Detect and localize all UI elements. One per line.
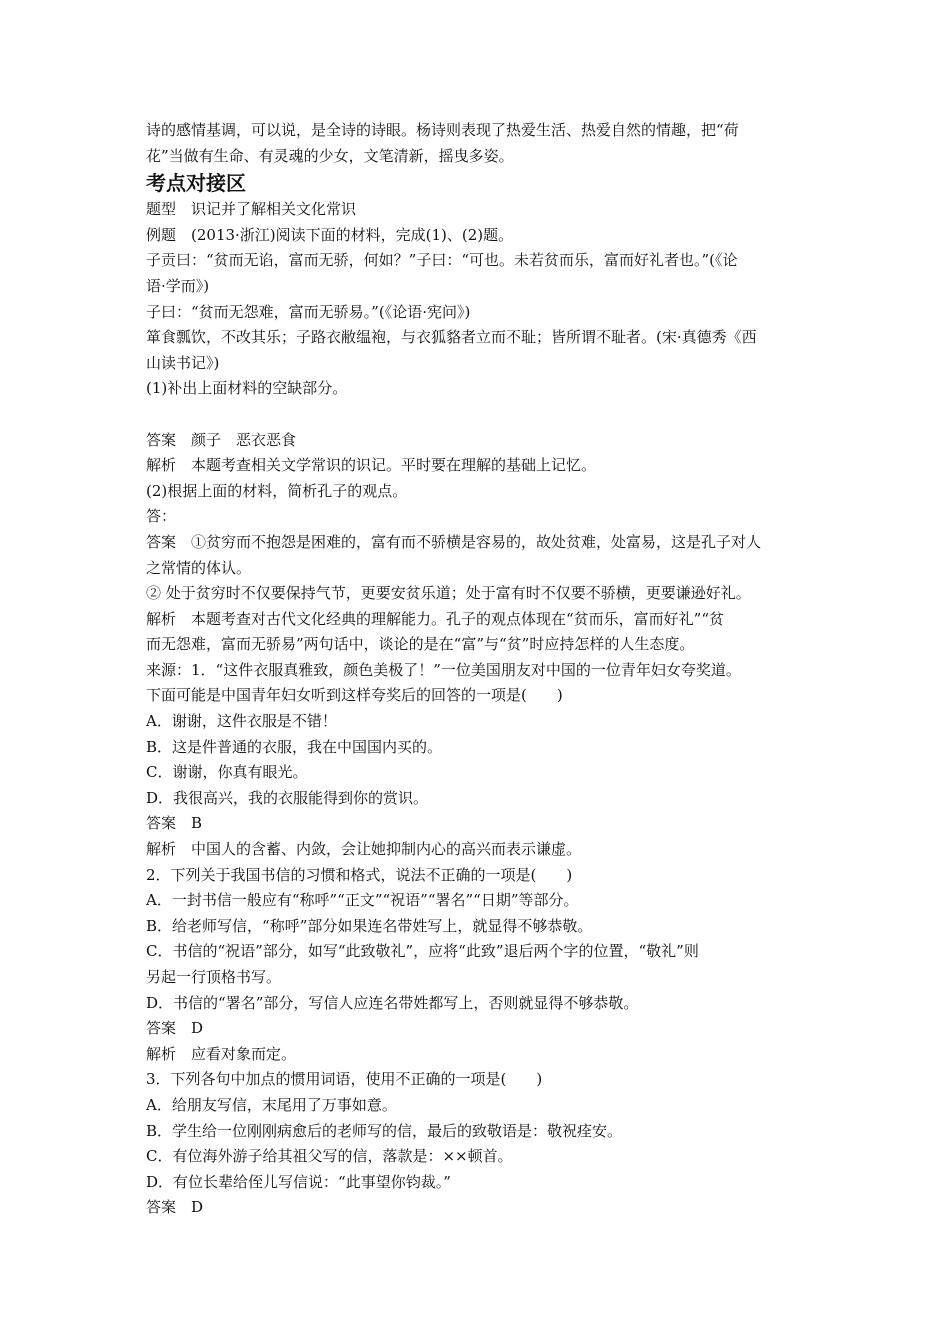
document-body [146, 118, 810, 1221]
analysis-line: 解析 本题考查对古代文化经典的理解能力。孔子的观点体现在“贫而乐，富而好礼”“贫 [146, 609, 725, 628]
question-line: 来源：1．“这件衣服真雅致，颜色美极了！”一位美国朋友对中国的一位青年妇女夸奖道。 [146, 660, 741, 679]
text-line: 诗的感情基调，可以说，是全诗的诗眼。杨诗则表现了热爱生活、热爱自然的情趣，把“荷 [146, 121, 739, 139]
answer-line: 答案 D [146, 1198, 204, 1217]
text-line: 语·学而》) [146, 276, 210, 295]
answer-line: 答案 颜子 恶衣恶食 [146, 430, 297, 449]
spacer [146, 402, 810, 428]
option-line: D．我很高兴，我的衣服能得到你的赏识。 [146, 788, 429, 807]
question-line: 3．下列各句中加点的惯用词语，使用不正确的一项是( ) [146, 1070, 543, 1089]
text-line: 答： [146, 507, 177, 526]
text-line: 之常情的体认。 [146, 558, 252, 577]
question-type: 题型 识记并了解相关文化常识 [146, 200, 357, 219]
text-line: 花”当做有生命、有灵魂的少女，文笔清新，摇曳多姿。 [146, 146, 514, 165]
text-line: 子曰：“贫而无怨难，富而无骄易。”(《论语·宪问》) [146, 302, 471, 321]
text-line: 山读书记》) [146, 353, 220, 372]
option-line: C．谢谢，你真有眼光。 [146, 763, 308, 782]
option-line: D．有位长辈给侄儿写信说：“此事望你钧裁。” [146, 1172, 451, 1191]
option-line: B．给老师写信，“称呼”部分如果连名带姓写上，就显得不够恭敬。 [146, 916, 593, 935]
answer-line: 答案 D [146, 1019, 204, 1038]
option-line: A．一封书信一般应有“称呼”“正文”“祝语”“署名”“日期”等部分。 [146, 891, 579, 910]
question-line: (1)补出上面材料的空缺部分。 [146, 379, 348, 398]
option-line: C．书信的“祝语”部分，如写“此致敬礼”，应将“此致”退后两个字的位置，“敬礼”则 [146, 942, 699, 961]
text-line: 子贡曰：“贫而无谄，富而无骄，何如？”子曰：“可也。未若贫而乐，富而好礼者也。”(《论 [146, 251, 738, 270]
text-line: ② 处于贫穷时不仅要保持气节，更要安贫乐道；处于富有时不仅要不骄横，更要谦逊好礼。 [146, 584, 751, 603]
analysis-line: 解析 应看对象而定。 [146, 1044, 297, 1063]
option-line: B．学生给一位刚刚病愈后的老师写的信，最后的致敬语是：敬祝痊安。 [146, 1121, 623, 1140]
example-title: 例题 (2013·浙江)阅读下面的材料，完成(1)、(2)题。 [146, 225, 514, 244]
option-line: A．谢谢，这件衣服是不错！ [146, 712, 337, 731]
analysis-line: 解析 中国人的含蓄、内敛，会让她抑制内心的高兴而表示谦虚。 [146, 840, 582, 859]
answer-line: 答案 ①贫穷而不抱怨是困难的，富有而不骄横是容易的，故处贫难，处富易，这是孔子对人 [146, 532, 762, 551]
text-line: 而无怨难，富而无骄易”两句话中，谈论的是在“富”与“贫”时应持怎样的人生态度。 [146, 635, 695, 654]
question-line: (2)根据上面的材料，简析孔子的观点。 [146, 481, 408, 500]
section-heading: 考点对接区 [146, 171, 246, 196]
text-line: 箪食瓢饮，不改其乐；子路衣敝缊袍，与衣狐貉者立而不耻；皆所谓不耻者。(宋·真德秀《西 [146, 328, 757, 347]
question-line: 2．下列关于我国书信的习惯和格式，说法不正确的一项是( ) [146, 865, 573, 884]
option-line: D．书信的“署名”部分，写信人应连名带姓都写上，否则就显得不够恭敬。 [146, 993, 639, 1012]
option-line: A．给朋友写信，末尾用了万事如意。 [146, 1095, 397, 1114]
option-line: C．有位海外游子给其祖父写的信，落款是：××顿首。 [146, 1147, 513, 1166]
text-line: 另起一行顶格书写。 [146, 968, 282, 986]
answer-line: 答案 B [146, 814, 203, 833]
analysis-line: 解析 本题考查相关文学常识的识记。平时要在理解的基础上记忆。 [146, 456, 597, 475]
text-line: 下面可能是中国青年妇女听到这样夸奖后的回答的一项是( ) [146, 686, 563, 705]
option-line: B．这是件普通的衣服，我在中国国内买的。 [146, 737, 443, 756]
